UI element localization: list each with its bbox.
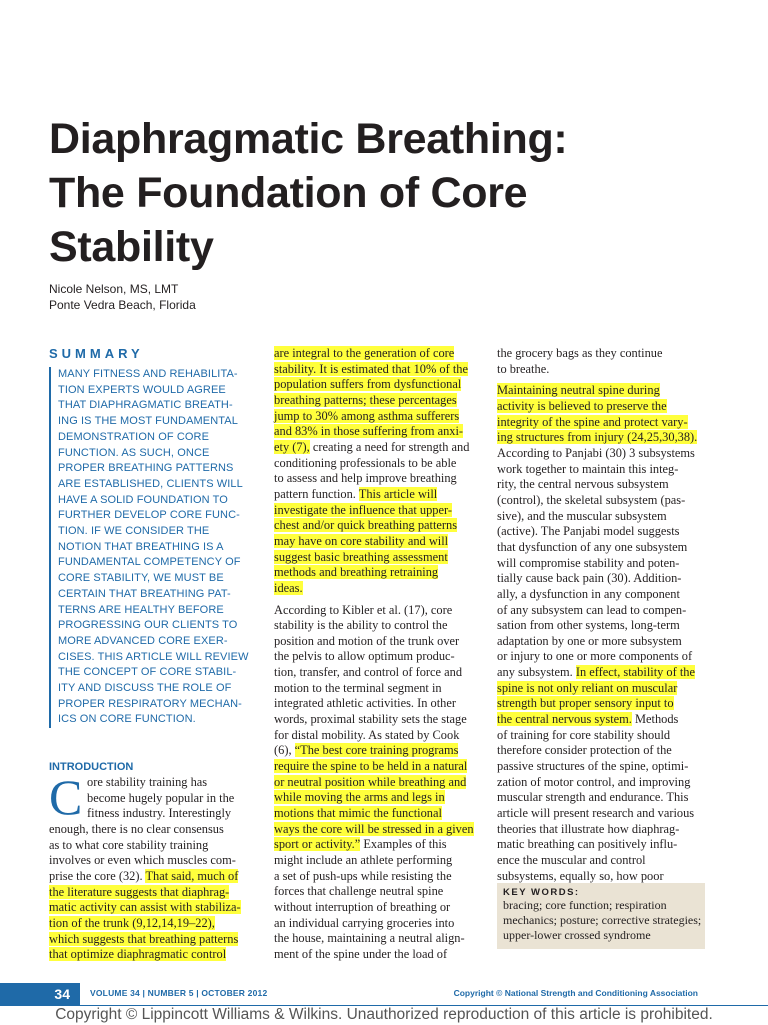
text-line: sport or activity.” Examples of this [274,837,447,852]
summary-line: THAT DIAPHRAGMATIC BREATH- [58,399,233,412]
text-line: stability is the ability to control the [274,618,448,633]
title-line: The Foundation of Core [49,169,528,217]
summary-heading: SUMMARY [49,346,144,361]
text-line: or injury to one or more components of [497,649,693,664]
text-line: position and motion of the trunk over [274,633,460,648]
highlighted-text: That said, much of [145,868,239,883]
text-line: the grocery bags as they continue [497,346,663,360]
text-line: conditioning professionals to be able [274,455,457,470]
text-line: ore stability training has [87,775,208,789]
keywords-heading: KEY WORDS: [503,887,580,898]
text-line: an individual carrying groceries into [274,915,455,930]
author-name: Nicole Nelson, MS, LMT [49,282,179,296]
text-line [274,409,476,425]
keywords-list [503,898,702,943]
keywords-line: upper-lower crossed syndrome [503,928,651,942]
text-line [274,346,476,362]
text-line [274,424,476,440]
highlighted-text: stability. It is estimated that 10% of the [274,361,468,376]
text-line [274,518,476,534]
text-line: ence the muscular and control [497,853,646,867]
text-line: rity, the central nervous subsystem [497,477,669,492]
text-line: of training for core stability should [497,727,671,742]
text-line [274,393,476,409]
text-line [274,775,476,791]
highlighted-text: which suggests that breathing patterns [49,931,239,946]
highlighted-text: population suffers from dysfunctional [274,377,462,392]
text-line [497,415,699,431]
highlighted-text: suggest basic breathing assessment [274,549,448,564]
text-line: forces that challenge neutral spine [274,884,444,899]
highlighted-text: jump to 30% among asthma sufferers [274,408,460,423]
text-line [49,916,251,932]
text-line: tion, transfer, and control of force and [274,665,463,680]
highlighted-text: or neutral position while breathing and [274,774,467,789]
text-line: of any subsystem can lead to compen- [497,602,687,617]
text-line [497,696,699,712]
text-line [274,362,476,378]
text-line [274,581,476,597]
text-line: words, proximal stability sets the stage [274,712,467,727]
title-line: Stability [49,223,214,271]
summary-line: CORE STABILITY, WE MUST BE [58,572,224,585]
summary-line: ITY AND DISCUSS THE ROLE OF [58,682,232,695]
summary-line: CISES. THIS ARTICLE WILL REVIEW [58,650,249,663]
text-line: subsystems, equally so, how poor [497,868,664,883]
text-line: for distal mobility. As stated by Cook [274,727,460,742]
highlighted-text: the literature suggests that diaphrag- [49,884,230,899]
text-line: the house, maintaining a neutral align- [274,931,465,946]
text-line: will compromise stability and poten- [497,555,680,570]
highlighted-text: breathing patterns; these percentages [274,392,457,407]
text-line [49,932,251,948]
highlighted-text: investigate the influence that upper- [274,502,452,517]
highlighted-text: and 83% in those suffering from anxi- [274,424,464,439]
keywords-line: mechanics; posture; corrective strategies; [503,913,702,927]
text-line: tially cause back pain (30). Addition- [497,571,682,586]
highlighted-text: ideas. [274,580,303,595]
text-line: (active). The Panjabi model suggests [497,524,680,539]
highlighted-text: while moving the arms and legs in [274,790,445,805]
text-line: adaptation by one or more subsystem [497,633,682,648]
summary-line: FUNCTION. AS SUCH, ONCE [58,446,210,459]
highlighted-text: require the spine to be held in a natural [274,759,468,774]
highlighted-text: strength but proper sensory input to [497,696,674,711]
highlighted-text: the central nervous system. [497,712,632,727]
text-line [274,503,476,519]
highlighted-text: In effect, stability of the [575,665,695,680]
summary-line: HAVE A SOLID FOUNDATION TO [58,493,228,506]
text-line [49,900,251,916]
summary-line: MORE ADVANCED CORE EXER- [58,634,228,647]
text-line: integrated athletic activities. In other [274,696,456,711]
text-line: that dysfunction of any one subsystem [497,539,688,554]
highlighted-text: that optimize diaphragmatic control [49,947,227,962]
highlighted-text: matic activity can assist with stabiliza- [49,900,241,915]
highlighted-text: sport or activity.” [274,837,361,852]
page-number: 34 [0,983,80,1005]
highlighted-text: may have on core stability and will [274,533,449,548]
highlighted-text: tion of the trunk (9,12,14,19–22), [49,915,215,930]
text-line: matic breathing can positively influ- [497,837,678,852]
highlighted-text: ety (7), [274,439,310,454]
text-line: as to what core stability training [49,837,209,852]
summary-line: PROPER BREATHING PATTERNS [58,462,234,475]
text-line: involves or even which muscles com- [49,853,236,868]
text-line [49,947,251,963]
text-line: muscular strength and endurance. This [497,790,689,805]
text-line [274,550,476,566]
text-line: work together to maintain this integ- [497,461,679,476]
column-3-text [497,346,699,884]
highlighted-text: Maintaining neutral spine during [497,383,660,398]
summary-line: FUNDAMENTAL COMPETENCY OF [58,556,241,569]
text-line [274,759,476,775]
title-line: Diaphragmatic Breathing: [49,115,568,163]
summary-line: ING IS THE MOST FUNDAMENTAL [58,415,238,428]
text-line: According to Kibler et al. (17), core [274,602,453,617]
text-line: any subsystem. In effect, stability of the [497,665,695,680]
summary-line: CERTAIN THAT BREATHING PAT- [58,587,231,600]
text-line [497,383,699,399]
text-line [274,565,476,581]
text-line: to assess and help improve breathing [274,471,457,486]
article-title [49,112,729,274]
highlighted-text: integrity of the spine and protect vary- [497,414,688,429]
text-line: without interruption of breathing or [274,899,451,914]
text-line: ment of the spine under the load of [274,946,448,961]
summary-text [49,367,262,728]
text-line: article will present research and various [497,806,695,821]
highlighted-text: methods and breathing retraining [274,565,439,580]
highlighted-text: activity is believed to preserve the [497,398,667,413]
text-line: the pelvis to allow optimum produc- [274,649,455,664]
text-line: therefore consider protection of the [497,743,672,758]
text-line: motion to the terminal segment in [274,680,442,695]
text-line: ety (7), creating a need for strength and [274,439,470,454]
text-line: prise the core (32). That said, much of [49,868,239,883]
text-line: fitness industry. Interestingly [87,806,232,821]
text-line: might include an athlete performing [274,853,453,867]
highlighted-text: chest and/or quick breathing patterns [274,518,458,533]
column-1-text [49,775,251,963]
text-line: According to Panjabi (30) 3 subsystems [497,445,695,460]
highlighted-text: are integral to the generation of core [274,346,455,360]
text-line: sive), and the muscular subsystem [497,508,667,523]
text-line [274,534,476,550]
text-line: (control), the skeletal subsystem (pas- [497,492,686,507]
text-line: passive structures of the spine, optimi- [497,759,689,774]
summary-line: PROPER RESPIRATORY MECHAN- [58,697,242,710]
text-line: ally, a dysfunction in any component [497,586,680,601]
summary-line: DEMONSTRATION OF CORE [58,430,210,443]
text-line: to breathe. [497,361,550,376]
drop-cap: C [49,769,83,825]
issue-info: VOLUME 34 | NUMBER 5 | OCTOBER 2012 [90,988,268,998]
summary-line: THE CONCEPT OF CORE STABIL- [58,666,237,679]
highlighted-text: spine is not only reliant on muscular [497,680,678,695]
text-line: zation of motor control, and improving [497,774,691,789]
text-line: the central nervous system. Methods [497,712,679,727]
highlighted-text: “The best core training programs [294,743,459,758]
text-line: pattern function. This article will [274,486,438,501]
text-line: (6), “The best core training programs [274,743,459,758]
summary-line: TION EXPERTS WOULD AGREE [58,383,226,396]
introduction-heading: INTRODUCTION [49,761,134,773]
highlighted-text: This article will [358,486,438,501]
summary-line: TION. IF WE CONSIDER THE [58,525,210,538]
text-line: theories that illustrate how diaphrag- [497,821,680,836]
text-line [49,885,251,901]
keywords-line: bracing; core function; respiration [503,898,667,912]
text-line [274,377,476,393]
summary-line: MANY FITNESS AND REHABILITA- [58,368,238,380]
text-line: sation from other systems, long-term [497,618,680,633]
keywords-box [497,883,705,949]
author-block [49,281,196,313]
text-line [274,790,476,806]
highlighted-text: motions that mimic the functional [274,806,442,821]
text-line: enough, there is no clear consensus [49,821,224,836]
summary-line: PROGRESSING OUR CLIENTS TO [58,619,238,632]
text-line [274,822,476,838]
text-line: become hugely popular in the [87,790,235,805]
text-line [497,430,699,446]
summary-line: NOTION THAT BREATHING IS A [58,540,224,553]
summary-line: TERNS ARE HEALTHY BEFORE [58,603,224,616]
text-line [274,806,476,822]
highlighted-text: ing structures from injury (24,25,30,38). [497,430,698,445]
summary-line: ICS ON CORE FUNCTION. [58,713,196,726]
author-location: Ponte Vedra Beach, Florida [49,298,196,312]
column-2-text [274,346,476,963]
highlighted-text: ways the core will be stressed in a given [274,821,474,836]
text-line [497,681,699,697]
summary-line: ARE ESTABLISHED, CLIENTS WILL [58,477,243,490]
copyright-notice: Copyright © Lippincott Williams & Wilkins. Unauthorized reproduction of this article is prohibited. [55,1006,713,1023]
text-line [497,399,699,415]
association-copyright: Copyright © National Strength and Conditioning Association [453,988,698,998]
text-line: a set of push-ups while resisting the [274,868,452,883]
summary-line: FURTHER DEVELOP CORE FUNC- [58,509,240,522]
